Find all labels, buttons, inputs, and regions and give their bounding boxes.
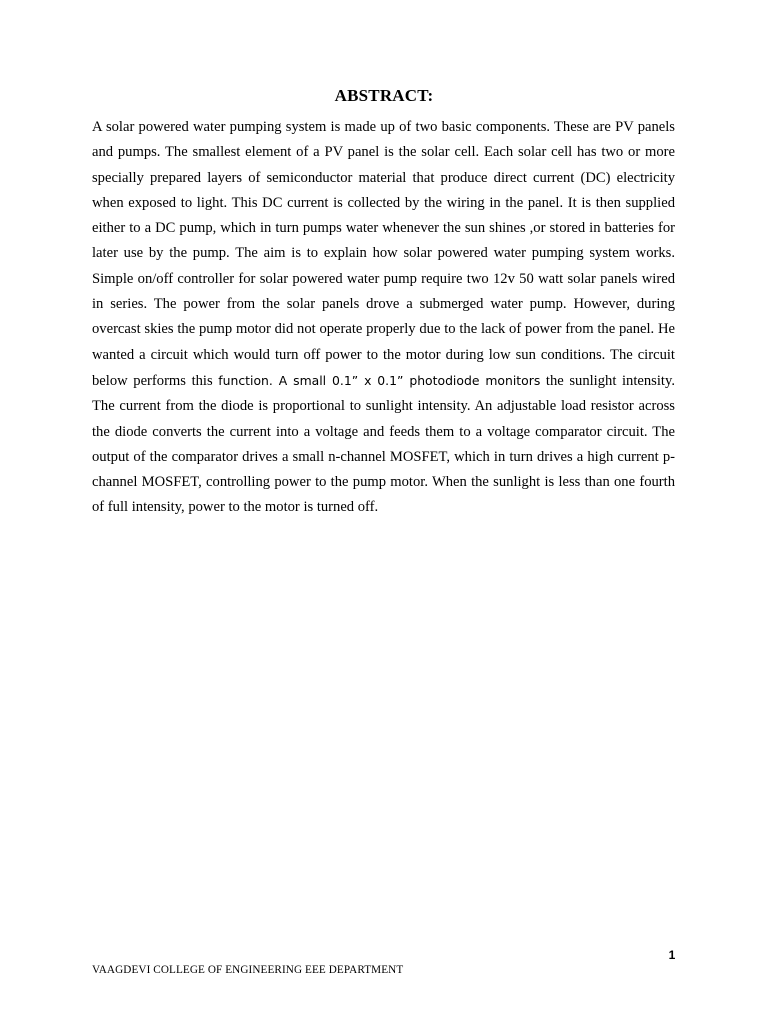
abstract-paragraph: [92, 115, 675, 521]
page-footer: VAAGDEVI COLLEGE OF ENGINEERING EEE DEPARTMENT: [92, 964, 404, 976]
paragraph-text-sans-run: function. A small 0.1” x 0.1” photodiode monitors: [218, 372, 541, 388]
abstract-heading: ABSTRACT:: [334, 86, 434, 105]
paragraph-text-part-1: A solar powered water pumping system is made up of two basic components. These are PV panels and pumps. The smallest element of a PV panel is the solar cell. Each solar cell has two or more specially prepared layers of semiconductor material that produce direct current (DC) electricity when exposed to light. This DC current is collected by the wiring in the panel. It is then supplied either to a DC pump, which in turn pumps water whenever the sun shines ,or stored in batteries for later use by the pump. The aim is to explain how solar powered water pumping system works. Simple on/off controller for solar powered water pump require two 12v 50 watt solar panels wired in series. The power from the solar panels drove a submerged water pump. However, during overcast skies the pump motor did not operate properly due to the lack of power from the panel. He wanted a circuit which would turn off power to the motor during low sun conditions. The circuit below performs this: [92, 119, 675, 389]
paragraph-text-part-2: the sunlight intensity. The current from the diode is proportional to sunlight intensity. An adjustable load resistor across the diode converts the current into a voltage and feeds them to a voltage comparator circuit. The output of the comparator drives a small n-channel MOSFET, which in turn drives a high current p-channel MOSFET, controlling power to the pump motor. When the sunlight is less than one fourth of full intensity, power to the motor is turned off.: [92, 372, 675, 516]
page-number: 1: [668, 948, 676, 962]
